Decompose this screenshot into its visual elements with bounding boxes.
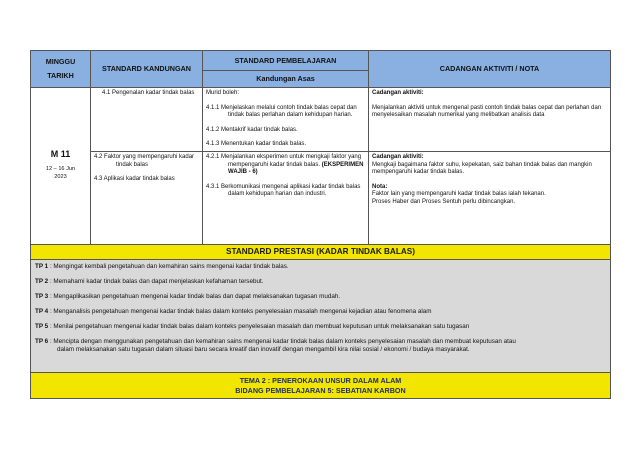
tp-3-text: : Mengaplikasikan pengetahuan mengenai kadar tindak balas dan dapat melaksanakan tugasan mudah. bbox=[49, 292, 341, 300]
cadangan-text-row2: Mengkaji bagaimana faktor suhu, kepekatan, saiz bahan tindak balas dan mangkin mempengaruhi kadar tindak balas. bbox=[372, 161, 592, 176]
cadangan-title-row2: Cadangan aktiviti: bbox=[372, 153, 424, 160]
cadangan-aktiviti-row1 bbox=[369, 88, 611, 152]
tp-2-key: TP 2 bbox=[35, 277, 49, 285]
header-kandungan-asas: Kandungan Asas bbox=[203, 71, 369, 88]
cadangan-aktiviti-row2 bbox=[369, 151, 611, 244]
tema-title: TEMA 2 : PENEROKAAN UNSUR DALAM ALAM bbox=[239, 375, 402, 385]
standard-prestasi-title: STANDARD PRESTASI (KADAR TINDAK BALAS) bbox=[31, 244, 611, 259]
sk-item-4-1: 4.1 Pengenalan kadar tindak balas bbox=[102, 90, 195, 96]
cadangan-text-row1: Menjalankan aktiviti untuk mengenal pasti contoh tindak balas cepat dan perlahan dan menyelesaikan masalah numerikal yang melibatkan analisis data bbox=[372, 104, 602, 119]
header-standard-pembelajaran: STANDARD PEMBELAJARAN bbox=[203, 51, 369, 71]
tp-4-text: : Menganalisis pengetahuan mengenai kadar tindak balas dalam konteks penyelesaian masalah mengenai kejadian atau fenomena alam bbox=[49, 307, 432, 315]
header-standard-kandungan: STANDARD KANDUNGAN bbox=[91, 51, 203, 88]
tp-2 bbox=[35, 278, 606, 286]
tp-1-key: TP 1 bbox=[35, 262, 49, 270]
tp-3-key: TP 3 bbox=[35, 292, 49, 300]
tp-3 bbox=[35, 293, 606, 301]
sp-item-4-2-1-text: 4.2.1 Menjalankan eksperimen untuk mengkaji faktor yang mempengaruhi kadar tindak balas. bbox=[206, 153, 362, 168]
sp-intro: Murid boleh: bbox=[206, 90, 240, 96]
tp-1 bbox=[35, 263, 606, 271]
tp-5 bbox=[35, 323, 606, 331]
tp-5-key: TP 5 bbox=[35, 322, 49, 330]
tp-4 bbox=[35, 308, 606, 316]
sp-item-4-2-1 bbox=[206, 154, 365, 177]
tp-1-text: : Mengingat kembali pengetahuan dan kemahiran sains mengenai kadar tindak balas. bbox=[49, 262, 289, 270]
header-cadangan: CADANGAN AKTIVITI / NOTA bbox=[369, 51, 611, 88]
standard-prestasi-list bbox=[31, 259, 611, 372]
header-tarikh: TARIKH bbox=[47, 71, 74, 80]
tp-6-text: : Mencipta dengan menggunakan pengetahuan dan kemahiran sains mengenai kadar tindak balas dalam konteks penyelesaian masalah dan membuat keputusan atau bbox=[49, 337, 516, 345]
sp-item-4-1-1: 4.1.1 Menjelaskan melalui contoh tindak balas cepat dan tindak balas perlahan dalam kehidupan harian. bbox=[206, 104, 357, 119]
header-minggu: MINGGU bbox=[45, 57, 76, 67]
sk-item-4-3: 4.3 Aplikasi kadar tindak balas bbox=[94, 176, 175, 183]
nota-title: Nota: bbox=[372, 183, 388, 190]
nota-text-1: Faktor lain yang mempengaruhi kadar tindak balas ialah tekanan. bbox=[372, 191, 546, 198]
standard-kandungan-4-2-4-3 bbox=[91, 151, 203, 244]
standard-pembelajaran-4-2-4-3 bbox=[203, 151, 369, 244]
nota-text-2: Proses Haber dan Proses Sentuh perlu dibincangkan. bbox=[372, 198, 516, 205]
cadangan-title-row1: Cadangan aktiviti: bbox=[372, 90, 424, 96]
sk-item-4-2: 4.2 Faktor yang mempengaruhi kadar tindak balas bbox=[94, 153, 195, 168]
header-minggu-tarikh bbox=[31, 51, 91, 88]
tp-4-key: TP 4 bbox=[35, 307, 49, 315]
tema-banner bbox=[31, 372, 611, 398]
sp-item-4-2-1-wajib: (EKSPERIMEN WAJIB - 6) bbox=[228, 161, 364, 176]
week-year: 2023 bbox=[54, 173, 67, 180]
standard-kandungan-4-1 bbox=[91, 88, 203, 152]
tp-2-text: : Memahami kadar tindak balas dan dapat menjelaskan kefahaman tersebut. bbox=[49, 277, 264, 285]
lesson-plan-table bbox=[30, 50, 611, 399]
tp-6-key: TP 6 bbox=[35, 337, 49, 345]
week-dates: 12 – 16 Jun bbox=[45, 165, 76, 172]
sp-item-4-3-1: 4.3.1 Berkomunikasi mengenai aplikasi kadar tindak balas dalam kehidupan harian dan industri. bbox=[206, 183, 361, 198]
tp-6-continuation: dalam melaksanakan satu tugasan dalam situasi baru secara kreatif dan inovatif dengan mengambil kira nilai sosial / ekonomi / budaya masyarakat. bbox=[57, 345, 470, 353]
sp-item-4-1-3: 4.1.3 Menentukan kadar tindak balas. bbox=[206, 141, 307, 148]
week-label: M 11 bbox=[50, 149, 71, 160]
bidang-title: BIDANG PEMBELAJARAN 5: SEBATIAN KARBON bbox=[235, 385, 406, 395]
week-cell bbox=[31, 88, 91, 245]
lesson-plan-page bbox=[30, 50, 610, 399]
standard-pembelajaran-4-1 bbox=[203, 88, 369, 152]
tp-6 bbox=[35, 338, 606, 354]
tp-5-text: : Menilai pengetahuan mengenai kadar tindak balas dalam konteks penyelesaian masalah dan membuat keputusan untuk melaksanakan satu tugasan bbox=[49, 322, 470, 330]
sp-item-4-1-2: 4.1.2 Mentakrif kadar tindak balas. bbox=[206, 126, 298, 133]
